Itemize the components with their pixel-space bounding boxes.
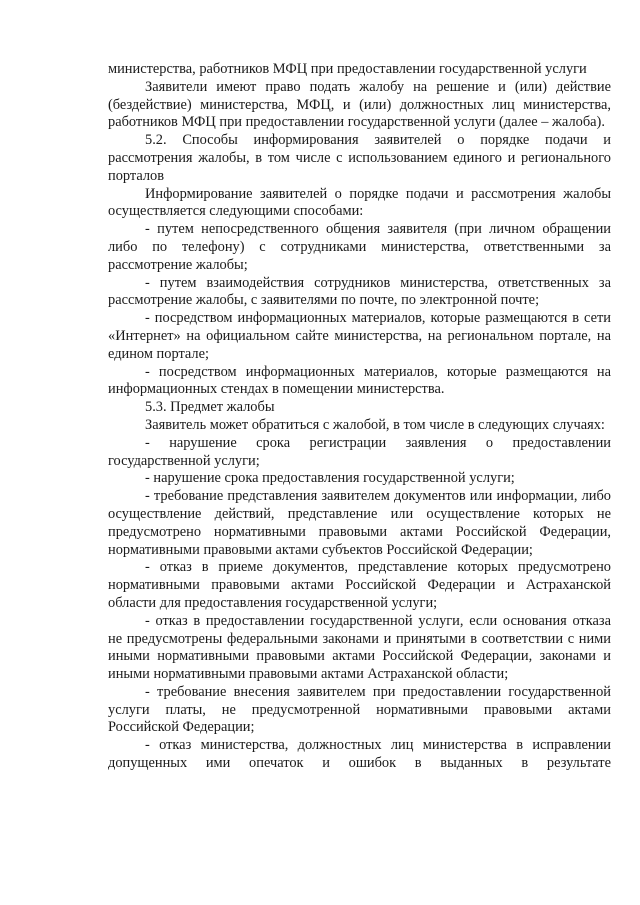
document-page <box>108 61 611 773</box>
list-item: - требование представления заявителем документов или информации, либо осуществление действий, представление или осуществление которых не предусмотрено нормативными правовыми актами Российской Федерации, нормативными правовыми актами субъектов Российской Федерации; <box>108 488 611 558</box>
list-item: - посредством информационных материалов, которые размещаются на информационных стендах в помещении министерства. <box>108 363 611 398</box>
list-item: - нарушение срока предоставления государственной услуги; <box>145 470 515 487</box>
paragraph-3: Информирование заявителей о порядке подачи и рассмотрения жалобы осуществляется следующими способами: <box>108 185 611 220</box>
list-item: - путем взаимодействия сотрудников министерства, ответственных за рассмотрение жалобы, с заявителями по почте, по электронной почте; <box>108 274 611 309</box>
list-item: - отказ в приеме документов, представление которых предусмотрено нормативными правовыми актами Российской Федерации и Астраханской области для предоставления государственной услуги; <box>108 559 611 611</box>
section-heading-5-2: 5.2. Способы информирования заявителей о порядке подачи и рассмотрения жалобы, в том числе с использованием единого и регионального порталов <box>108 132 611 184</box>
paragraph-1: Заявители имеют право подать жалобу на решение и (или) действие (бездействие) министерства, МФЦ, и (или) должностных лиц министерства, работников МФЦ при предоставлении государственной услуги (далее – жалоба). <box>108 78 611 131</box>
list-item: - путем непосредственного общения заявителя (при личном обращении либо по телефону) с сотрудниками министерства, ответственными за рассмотрение жалобы; <box>108 221 611 273</box>
list-item: - отказ министерства, должностных лиц министерства в исправлении допущенных ими опечаток и ошибок в выданных в результате <box>108 737 611 772</box>
paragraph-0: министерства, работников МФЦ при предоставлении государственной услуги <box>108 61 587 77</box>
list-item: - нарушение срока регистрации заявления о предоставлении государственной услуги; <box>108 434 611 469</box>
list-item: - посредством информационных материалов, которые размещаются в сети «Интернет» на официальном сайте министерства, на региональном портале, на едином портале; <box>108 310 611 362</box>
list-item: - отказ в предоставлении государственной услуги, если основания отказа не предусмотрены федеральными законами и принятыми в соответствии с ними иными нормативными правовыми актами Российской Федерации, законами и иными нормативными правовыми актами Астраханской области; <box>108 612 611 683</box>
section-heading-5-3: 5.3. Предмет жалобы <box>145 399 275 416</box>
paragraph-9: Заявитель может обратиться с жалобой, в том числе в следующих случаях: <box>145 416 605 433</box>
list-item: - требование внесения заявителем при предоставлении государственной услуги платы, не предусмотренной нормативными правовыми актами Российской Федерации; <box>108 683 611 736</box>
